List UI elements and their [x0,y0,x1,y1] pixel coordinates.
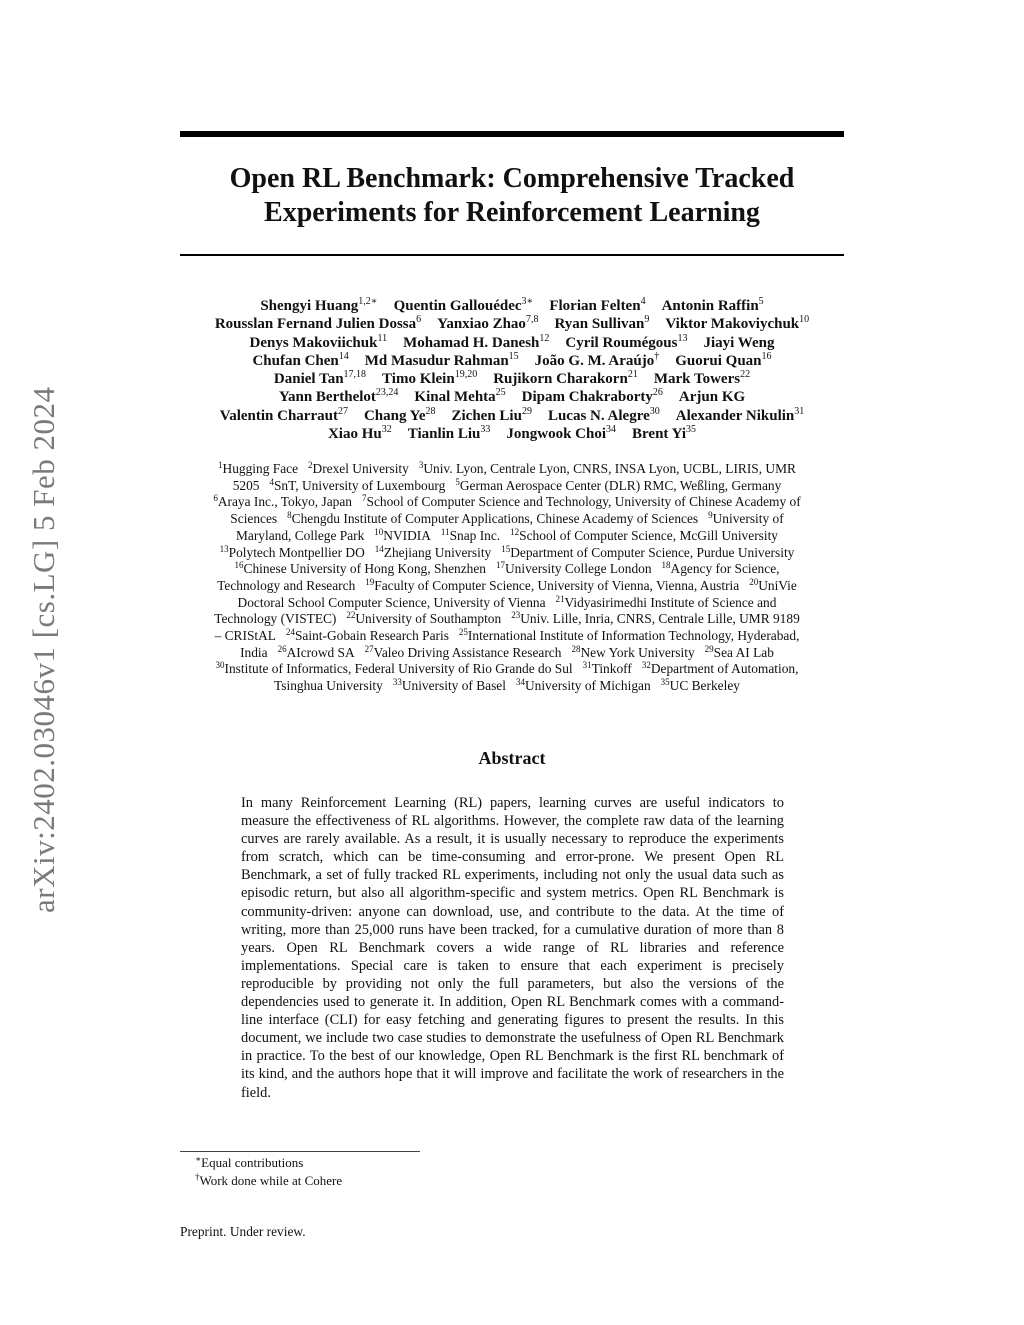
footnote [195,1154,342,1172]
author-name-text: Tianlin Liu [407,426,481,443]
author-name-text: Valentin Charraut [219,407,338,424]
author-name-text: Mohamad H. Danesh [403,334,540,351]
affiliation-text: Valeo Driving Assistance Research [373,644,562,660]
author-affiliation-mark: 1,2∗ [358,296,378,307]
affiliation-number: 10 [374,526,384,537]
author-affiliation-mark: 34 [606,424,617,436]
author-name [437,316,538,332]
affiliation-line [180,511,844,528]
author-name-text: Cyril Roumégous [565,334,678,351]
affiliation-text: Univ. Lyon, Centrale Lyon, CNRS, INSA Lyon, UCBL, LIRIS, UMR [423,461,796,476]
author-affiliation-mark: 33 [480,424,491,436]
author-name-text: Jiayi Weng [703,334,775,351]
author-name [219,405,348,424]
author-name [274,371,366,387]
affiliation-text: Institute of Informatics, Federal University of Rio Grande do Sul [224,661,573,677]
affiliation [501,545,794,560]
affiliation-number: 31 [582,660,592,671]
author-name-text: Brent Yi [632,426,687,443]
author-line [180,425,844,443]
affiliation-number: 25 [458,627,468,638]
affiliation-line [180,545,844,562]
author-name-text: João G. M. Araújo [534,352,655,369]
affiliation [662,561,780,576]
affiliation [365,645,562,660]
affiliation [705,645,774,660]
title-line: Open RL Benchmark: Comprehensive Tracked [229,163,795,194]
affiliation [215,628,276,643]
affiliation [236,528,364,543]
author-name [382,371,477,387]
author-name-text: Timo Klein [382,371,455,388]
affiliation-number: 15 [501,543,511,554]
author-affiliation-mark: 12 [539,332,550,344]
footnotes [195,1154,342,1190]
author-name [252,350,349,369]
author-affiliation-mark: 4 [640,296,646,307]
author-name-text: Quentin Gallouédec [393,298,522,314]
author-affiliation-mark: 25 [495,387,506,399]
affiliation [375,545,491,560]
author-name [675,405,805,424]
author-name [249,332,388,351]
affiliation [216,661,573,676]
affiliation [708,511,784,526]
affiliation [278,645,355,660]
author-affiliation-mark: 29 [521,405,532,417]
author-line [180,352,844,370]
author-line [180,297,844,315]
affiliation-line [180,628,844,645]
author-name-text: Shengyi Huang [260,298,359,314]
affiliation-text: Doctoral School Computer Science, University of Vienna [237,594,546,610]
footnote-mark: ∗ [195,1154,202,1164]
author-name-text: Yann Berthelot [278,389,376,406]
affiliation-number: 20 [749,576,759,587]
affiliation-line [180,528,844,545]
affiliation [661,678,740,693]
affiliation-number: 19 [365,576,375,587]
footnote-text: Work done while at Cohere [199,1173,343,1188]
affiliation [510,528,778,543]
affiliation-text: German Aerospace Center (DLR) RMC, Weßling, Germany [459,477,782,493]
author-list [180,297,844,443]
author-name-text: Rujikorn Charakorn [493,371,628,388]
affiliation [419,461,796,476]
author-name-text: Dipam Chakraborty [521,389,653,406]
affiliation-text: Saint-Gobain Research Paris [294,628,449,644]
affiliation-text: Araya Inc., Tokyo, Japan [217,494,352,510]
affiliation [459,628,800,643]
footnote-text: Equal contributions [201,1155,304,1170]
affiliation-text: Polytech Montpellier DO [228,544,365,560]
author-name [394,298,534,314]
affiliation-text: University College London [505,561,652,577]
author-name [260,298,377,314]
affiliation [496,561,652,576]
author-affiliation-mark: † [654,350,660,362]
affiliation-text: Snap Inc. [449,527,501,543]
affiliation [362,494,801,509]
affiliation [214,611,336,626]
affiliation [393,678,506,693]
affiliation [238,595,546,610]
affiliation-line [180,611,844,628]
affiliation-number: 29 [704,643,714,654]
author-name [451,405,532,424]
affiliation-text: Drexel University [312,461,409,476]
affiliation-number: 8 [287,510,292,521]
paper-title [180,162,844,230]
author-name-text: Ryan Sullivan [554,316,645,333]
author-name-text: Chang Ye [363,407,426,424]
affiliation-number: 32 [641,660,651,671]
affiliation-number: 13 [219,543,229,554]
affiliation [274,678,383,693]
author-affiliation-mark: 26 [652,387,663,399]
affiliation-number: 23 [511,610,521,621]
author-name-text: Kinal Mehta [414,389,496,406]
affiliation-number: 16 [234,560,244,571]
affiliation-text: Tinkoff [591,661,632,677]
author-affiliation-mark: 32 [381,424,392,436]
affiliation [571,645,694,660]
affiliation-text: Agency for Science, [670,561,780,577]
author-line [180,334,844,352]
author-name-text: Alexander Nikulin [675,407,795,424]
author-affiliation-mark: 3∗ [521,296,534,307]
author-name-text: Denys Makoviichuk [249,334,378,351]
author-name [565,332,688,351]
author-name [632,426,696,442]
affiliation [749,578,797,593]
affiliation [374,528,431,543]
affiliation-number: 18 [661,560,671,571]
author-name-text: Arjun KG [678,389,746,406]
author-affiliation-mark: 9 [644,314,650,326]
affiliation-text: Technology and Research [217,577,356,593]
affiliation-line [180,645,844,662]
affiliation-text: Tsinghua University [274,678,383,694]
affiliation-text: Chengdu Institute of Computer Applications, Chinese Academy of Sciences [291,511,699,527]
author-name-text: Chufan Chen [252,352,339,369]
author-name-text: Antonin Raffin [661,298,759,314]
affiliation [240,645,268,660]
affiliation-text: Zhejiang University [383,544,492,560]
affiliation-number: 21 [555,593,565,604]
affiliation [441,528,500,543]
affiliation-number: 6 [213,493,218,504]
affiliation-text: International Institute of Information Technology, Hyderabad, [467,628,800,644]
abstract-text: In many Reinforcement Learning (RL) papers, learning curves are useful indicators to measure the effectiveness of RL algorithms. However, the complete raw data of the learning curves are rarely available. As a result, it is usually necessary to reproduce the experiments from scratch, which can be time-consuming and error-prone. We present Open RL Benchmark, a set of fully tracked RL experiments, including not only the usual data such as episodic return, but also all algorithm-specific and system metrics. Open RL Benchmark is community-driven: anyone can download, use, and contribute to the data. At the time of writing, more than 25,000 runs have been tracked, for a cumulative duration of more than 8 years. Open RL Benchmark covers a wide range of RL libraries and reference implementations. Special care is taken to ensure that each experiment is precisely reproducible by providing not only the full parameters, but also the versions of the dependencies used to generate it. In addition, Open RL Benchmark comes with a command-line interface (CLI) for easy fetching and generating figures to present the results. In this document, we include two case studies to demonstrate the usefulness of Open RL Benchmark in practice. To the best of our knowledge, Open RL Benchmark is the first RL benchmark of its kind, and the authors hope that it will improve and facilitate the work of researchers in the field. [241,795,784,1101]
author-name-text: Guorui Quan [675,352,762,369]
affiliation-text: Hugging Face [222,461,299,476]
affiliation-number: 11 [440,526,450,537]
author-name [364,350,519,369]
affiliation-text: 5205 [232,477,260,493]
author-name [328,426,392,442]
author-line [180,407,844,425]
author-line [180,370,844,388]
arxiv-identifier: arXiv:2402.03046v1 [cs.LG] 5 Feb 2024 [26,386,61,914]
author-line [180,315,844,333]
author-name [675,350,772,369]
author-name [414,389,505,405]
author-affiliation-mark: 27 [337,405,348,417]
author-affiliation-mark: 11 [377,332,388,344]
author-affiliation-mark: 19,20 [454,369,478,381]
author-name [554,316,649,332]
title-top-rule [180,131,844,137]
author-name [679,389,745,405]
affiliation-number: 9 [708,510,713,521]
affiliation [642,661,799,676]
author-affiliation-mark: 23,24 [375,387,399,399]
author-name [363,405,436,424]
affiliation-text: School of Computer Science and Technology, University of Chinese Academy of [366,494,801,510]
affiliation-text: – CRIStAL [214,628,276,644]
affiliation-text: Sciences [230,511,278,527]
author-affiliation-mark: 16 [761,350,772,362]
footnote-mark: † [195,1172,200,1182]
affiliation-number: 14 [374,543,384,554]
author-affiliation-mark: 22 [740,369,751,381]
author-affiliation-mark: 14 [338,350,349,362]
author-name [665,316,809,332]
affiliation-line [180,595,844,612]
affiliation-text: Sea AI Lab [713,644,774,660]
author-name [493,371,638,387]
affiliation-line [180,561,844,578]
affiliation-line [180,678,844,695]
author-affiliation-mark: 30 [649,405,660,417]
affiliation-number: 24 [285,627,295,638]
affiliation-text: SnT, University of Luxembourg [273,477,446,493]
author-affiliation-mark: 10 [799,314,810,326]
author-name-text: Lucas N. Alegre [547,407,650,424]
affiliation-number: 5 [455,476,460,487]
author-name [403,332,550,351]
author-name [506,426,616,442]
affiliation-line [180,494,844,511]
affiliation-text: University of Southampton [355,611,502,627]
affiliation-text: Univ. Lille, Inria, CNRS, Centrale Lille, UMR 9189 [520,611,800,627]
affiliation [213,494,352,509]
author-name-text: Jongwook Choi [506,426,607,443]
affiliation-list [180,461,844,695]
affiliation-text: India [240,644,268,660]
affiliation-number: 7 [362,493,367,504]
affiliation-text: School of Computer Science, McGill University [519,527,778,543]
author-affiliation-mark: 6 [416,314,422,326]
affiliation [455,478,781,493]
author-affiliation-mark: 13 [677,332,688,344]
affiliation [346,611,501,626]
affiliation-line [180,461,844,478]
affiliation-number: 22 [346,610,356,621]
author-name-text: Viktor Makoviychuk [665,316,800,333]
author-name [654,371,750,387]
affiliation-number: 17 [496,560,505,571]
author-name [408,426,491,442]
affiliation-text: Vidyasirimedhi Institute of Science and [564,594,777,610]
affiliation-text: Technology (VISTEC) [214,611,337,627]
affiliation-number: 30 [215,660,225,671]
author-affiliation-mark: 31 [794,405,805,417]
author-affiliation-mark: 7,8 [525,314,539,326]
author-name-text: Rousslan Fernand Julien Dossa [214,316,417,333]
author-affiliation-mark: 15 [508,350,519,362]
affiliation [233,478,260,493]
author-name-text: Mark Towers [653,371,741,388]
author-affiliation-mark: 28 [425,405,436,417]
affiliation [287,511,698,526]
affiliation-number: 33 [392,677,402,688]
author-name-text: Florian Felten [549,298,641,314]
affiliation-number: 1 [218,460,223,470]
affiliation-text: Chinese University of Hong Kong, Shenzhen [243,561,486,577]
affiliation-number: 34 [515,677,525,688]
author-name [662,298,764,314]
affiliation-text: AIcrowd SA [286,644,355,660]
author-name [215,316,421,332]
affiliation-number: 27 [364,643,374,654]
author-name-text: Xiao Hu [327,426,382,443]
affiliation-line [180,478,844,495]
affiliation [308,461,409,476]
author-affiliation-mark: 35 [686,424,697,436]
affiliation-text: University of Michigan [524,678,651,694]
abstract-heading: Abstract [478,748,546,768]
affiliation [286,628,449,643]
affiliation [217,578,355,593]
affiliation-number: 35 [660,677,670,688]
affiliation [511,611,800,626]
affiliation-text: University of [712,511,784,527]
affiliation-number: 2 [308,460,313,470]
author-name [522,389,663,405]
affiliation [220,545,365,560]
affiliation-text: NVIDIA [383,527,431,543]
author-name [534,350,660,369]
author-name-text: Yanxiao Zhao [437,316,526,333]
affiliation [269,478,445,493]
author-name-text: Zichen Liu [451,407,522,424]
author-affiliation-mark: 21 [627,369,638,381]
author-name-text: Daniel Tan [273,371,344,388]
affiliation-text: Department of Automation, [650,661,799,677]
affiliation-text: UniVie [758,577,797,593]
author-name [549,298,645,314]
affiliation-text: UC Berkeley [669,678,740,694]
affiliation-number: 28 [571,643,581,654]
title-line: Experiments for Reinforcement Learning [264,197,760,228]
affiliation [235,561,486,576]
author-name [547,405,660,424]
affiliation-text: Department of Computer Science, Purdue University [510,544,795,560]
author-affiliation-mark: 17,18 [343,369,367,381]
author-name-text: Md Masudur Rahman [364,352,509,369]
author-line [180,388,844,406]
affiliation [516,678,651,693]
affiliation-text: Maryland, College Park [236,527,365,543]
affiliation-text: University of Basel [401,678,506,694]
affiliation-number: 12 [510,526,520,537]
footnote [195,1172,342,1190]
affiliation-text: New York University [580,644,695,660]
author-name [703,335,774,351]
author-name [279,389,399,405]
footnote-rule [180,1151,420,1152]
affiliation [583,661,632,676]
affiliation-line [180,578,844,595]
author-affiliation-mark: 5 [758,296,764,307]
affiliation [218,461,298,476]
affiliation-number: 4 [269,476,274,487]
affiliation [365,578,739,593]
affiliation [230,511,277,526]
preprint-note: Preprint. Under review. [180,1224,306,1239]
title-bottom-rule [180,254,844,256]
affiliation [556,595,777,610]
affiliation-line [180,661,844,678]
affiliation-text: Faculty of Computer Science, University of Vienna, Vienna, Austria [374,577,740,593]
affiliation-number: 26 [277,643,287,654]
affiliation-number: 3 [418,460,424,470]
